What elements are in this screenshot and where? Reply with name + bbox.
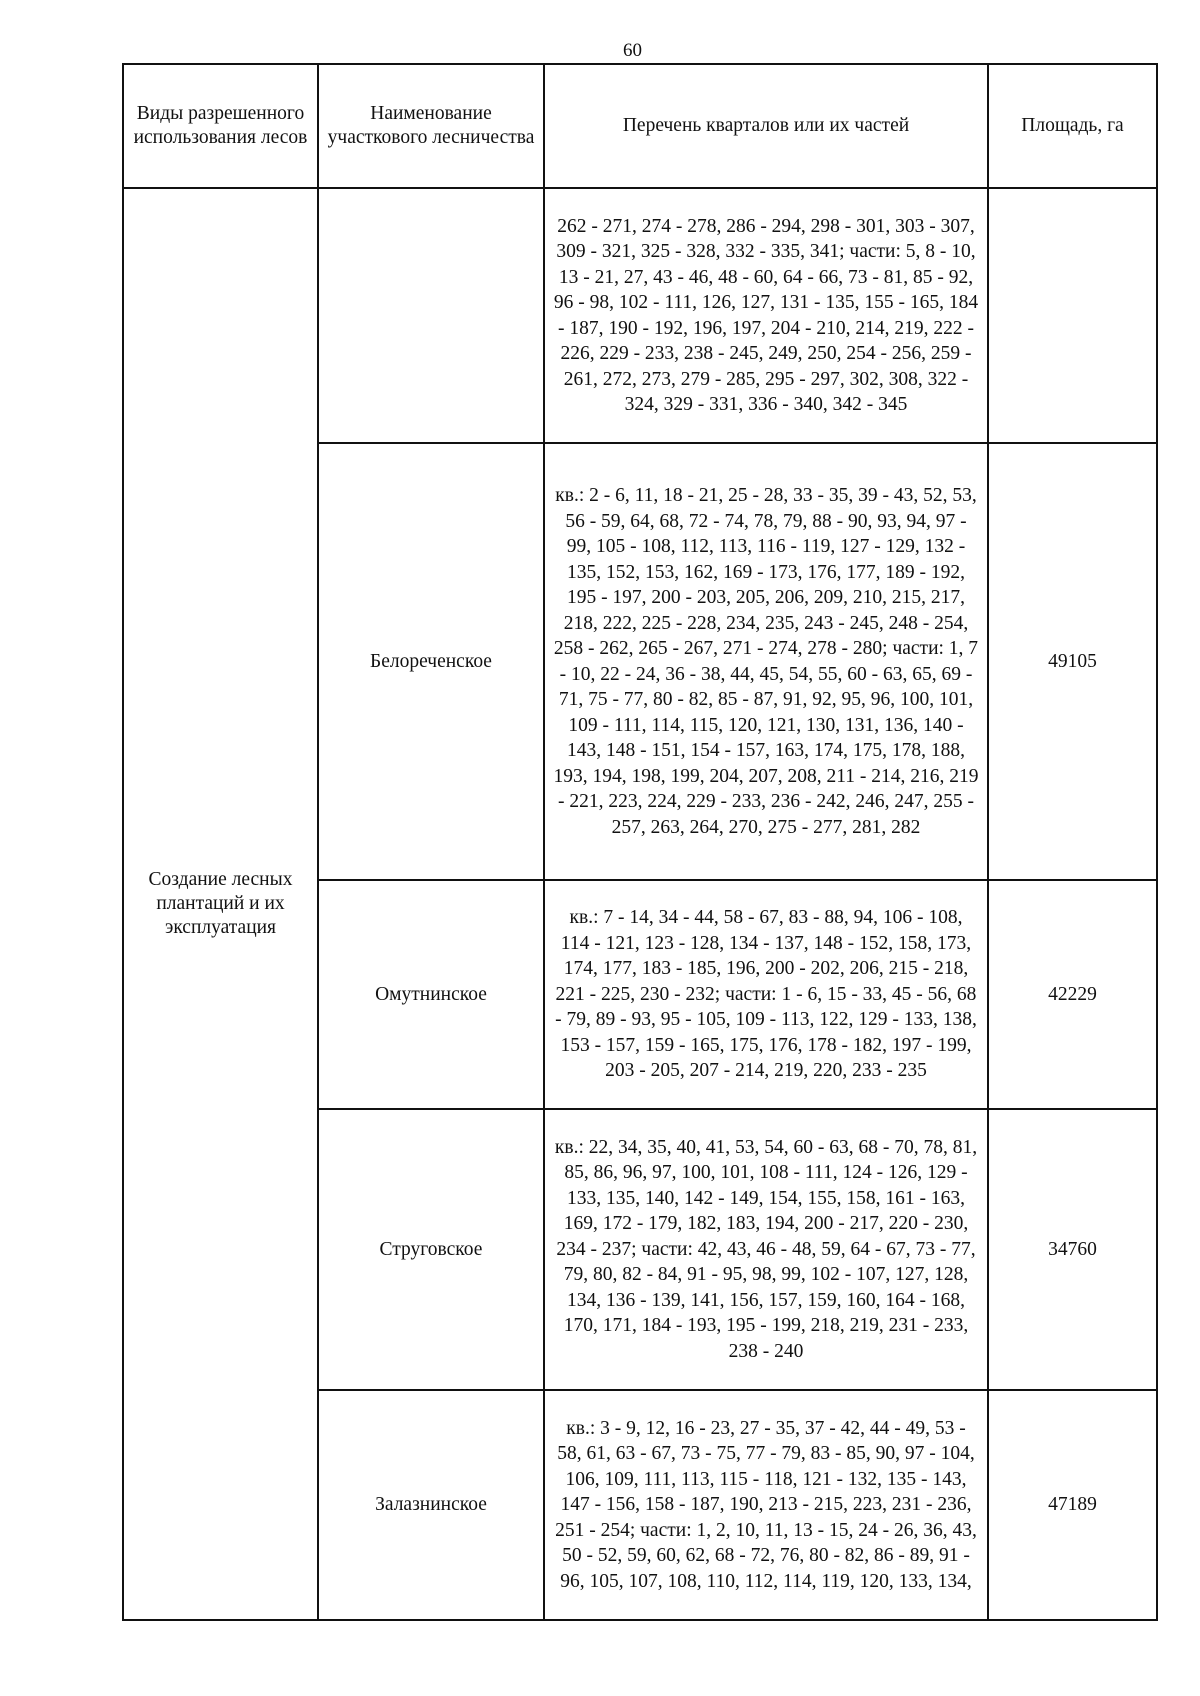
use-type-cell: Создание лесных плантаций и их эксплуатация: [123, 188, 318, 1620]
page-number: 60: [623, 40, 642, 61]
area-cell: 47189: [988, 1390, 1157, 1620]
forestry-name-cell: Омутнинское: [318, 880, 544, 1109]
table-row: [123, 188, 1157, 443]
area-cell: 42229: [988, 880, 1157, 1109]
header-area: Площадь, га: [988, 64, 1157, 188]
header-forestry-name: Наименование участкового лесничества: [318, 64, 544, 188]
table-header-row: [123, 64, 1157, 188]
area-cell: 49105: [988, 443, 1157, 880]
quarters-cell: кв.: 7 - 14, 34 - 44, 58 - 67, 83 - 88, 94, 106 - 108, 114 - 121, 123 - 128, 134 - 137, 148 - 152, 158, 173, 174, 177, 183 - 185, 196, 200 - 202, 206, 215 - 218, 221 - 225, 230 - 232; части: 1 - 6, 15 - 33, 45 - 56, 68 - 79, 89 - 93, 95 - 105, 109 - 113, 122, 129 - 133, 138, 153 - 157, 159 - 165, 175, 176, 178 - 182, 197 - 199, 203 - 205, 207 - 214, 219, 220, 233 - 235: [544, 880, 988, 1109]
forestry-name-cell: Струговское: [318, 1109, 544, 1390]
header-use-type: Виды разрешенного использования лесов: [123, 64, 318, 188]
quarters-cell: 262 - 271, 274 - 278, 286 - 294, 298 - 301, 303 - 307, 309 - 321, 325 - 328, 332 - 335, 341; части: 5, 8 - 10, 13 - 21, 27, 43 - 46, 48 - 60, 64 - 66, 73 - 81, 85 - 92, 96 - 98, 102 - 111, 126, 127, 131 - 135, 155 - 165, 184 - 187, 190 - 192, 196, 197, 204 - 210, 214, 219, 222 - 226, 229 - 233, 238 - 245, 249, 250, 254 - 256, 259 - 261, 272, 273, 279 - 285, 295 - 297, 302, 308, 322 - 324, 329 - 331, 336 - 340, 342 - 345: [544, 188, 988, 443]
area-cell: 34760: [988, 1109, 1157, 1390]
forest-use-table: [122, 63, 1158, 1621]
forestry-name-cell: [318, 188, 544, 443]
quarters-cell: кв.: 22, 34, 35, 40, 41, 53, 54, 60 - 63, 68 - 70, 78, 81, 85, 86, 96, 97, 100, 101, 108 - 111, 124 - 126, 129 - 133, 135, 140, 142 - 149, 154, 155, 158, 161 - 163, 169, 172 - 179, 182, 183, 194, 200 - 217, 220 - 230, 234 - 237; части: 42, 43, 46 - 48, 59, 64 - 67, 73 - 77, 79, 80, 82 - 84, 91 - 95, 98, 99, 102 - 107, 127, 128, 134, 136 - 139, 141, 156, 157, 159, 160, 164 - 168, 170, 171, 184 - 193, 195 - 199, 218, 219, 231 - 233, 238 - 240: [544, 1109, 988, 1390]
forestry-name-cell: Белореченское: [318, 443, 544, 880]
area-cell: [988, 188, 1157, 443]
forestry-name-cell: Залазнинское: [318, 1390, 544, 1620]
quarters-cell: кв.: 3 - 9, 12, 16 - 23, 27 - 35, 37 - 42, 44 - 49, 53 - 58, 61, 63 - 67, 73 - 75, 77 - 79, 83 - 85, 90, 97 - 104, 106, 109, 111, 113, 115 - 118, 121 - 132, 135 - 143, 147 - 156, 158 - 187, 190, 213 - 215, 223, 231 - 236, 251 - 254; части: 1, 2, 10, 11, 13 - 15, 24 - 26, 36, 43, 50 - 52, 59, 60, 62, 68 - 72, 76, 80 - 82, 86 - 89, 91 - 96, 105, 107, 108, 110, 112, 114, 119, 120, 133, 134,: [544, 1390, 988, 1620]
header-quarters: Перечень кварталов или их частей: [544, 64, 988, 188]
quarters-cell: кв.: 2 - 6, 11, 18 - 21, 25 - 28, 33 - 35, 39 - 43, 52, 53, 56 - 59, 64, 68, 72 - 74, 78, 79, 88 - 90, 93, 94, 97 - 99, 105 - 108, 112, 113, 116 - 119, 127 - 129, 132 - 135, 152, 153, 162, 169 - 173, 176, 177, 189 - 192, 195 - 197, 200 - 203, 205, 206, 209, 210, 215, 217, 218, 222, 225 - 228, 234, 235, 243 - 245, 248 - 254, 258 - 262, 265 - 267, 271 - 274, 278 - 280; части: 1, 7 - 10, 22 - 24, 36 - 38, 44, 45, 54, 55, 60 - 63, 65, 69 - 71, 75 - 77, 80 - 82, 85 - 87, 91, 92, 95, 96, 100, 101, 109 - 111, 114, 115, 120, 121, 130, 131, 136, 140 - 143, 148 - 151, 154 - 157, 163, 174, 175, 178, 188, 193, 194, 198, 199, 204, 207, 208, 211 - 214, 216, 219 - 221, 223, 224, 229 - 233, 236 - 242, 246, 247, 255 - 257, 263, 264, 270, 275 - 277, 281, 282: [544, 443, 988, 880]
